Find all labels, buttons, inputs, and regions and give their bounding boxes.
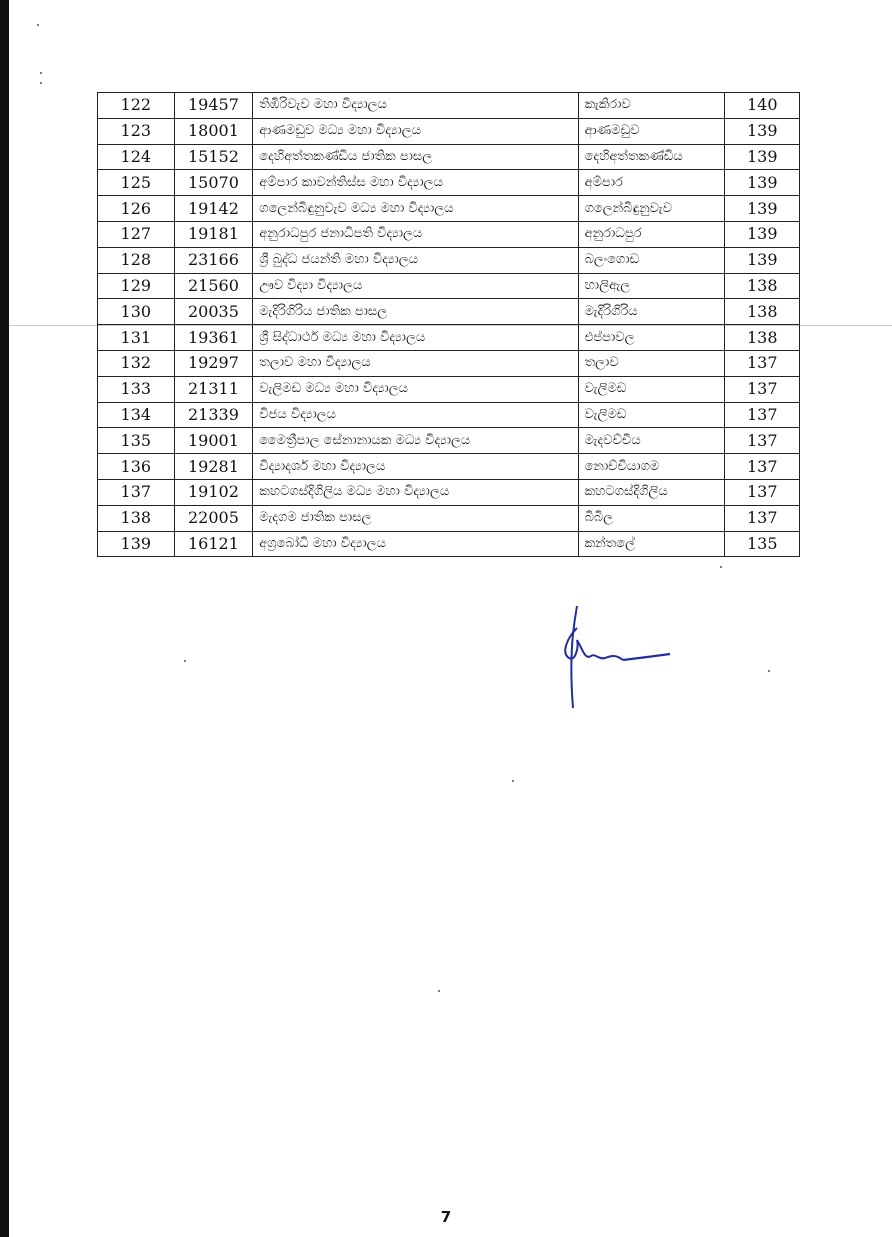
cell-rank: 128 xyxy=(98,247,175,273)
cell-score: 137 xyxy=(725,376,800,402)
cell-rank: 133 xyxy=(98,376,175,402)
cell-school: අනුරාධපුර ජනාධිපති විද්‍යාලය xyxy=(253,221,578,247)
cell-school: විද්‍යාදර්ශ මහා විද්‍යාලය xyxy=(253,454,578,480)
cell-school: ගලෙන්බිඳුනුවැව මධ්‍ය මහා විද්‍යාලය xyxy=(253,196,578,222)
cell-town: හාලිඇල xyxy=(578,273,725,299)
speck xyxy=(720,566,722,568)
table-row xyxy=(98,350,800,376)
cell-town: වැලිමඩ xyxy=(578,402,725,428)
table-row xyxy=(98,247,800,273)
table-row xyxy=(98,221,800,247)
cell-score: 138 xyxy=(725,273,800,299)
cell-school: විජය විද්‍යාලය xyxy=(253,402,578,428)
cell-town: දෙහිඅත්තකණ්ඩිය xyxy=(578,144,725,170)
cell-town: වැලිමඩ xyxy=(578,376,725,402)
cell-school: කහටගස්දිගිලිය මධ්‍ය මහා විද්‍යාලය xyxy=(253,479,578,505)
cell-school: ශ්‍රී බුද්ධ ජයන්ති මහා විද්‍යාලය xyxy=(253,247,578,273)
table-row xyxy=(98,376,800,402)
table-row xyxy=(98,531,800,557)
speck xyxy=(184,660,186,662)
cell-school: මෛත්‍රීපාල සේනානායක මධ්‍ය විද්‍යාලය xyxy=(253,428,578,454)
cell-school: ඌව විද්‍යා විද්‍යාලය xyxy=(253,273,578,299)
cell-score: 135 xyxy=(725,531,800,557)
table-row xyxy=(98,93,800,119)
cell-rank: 124 xyxy=(98,144,175,170)
table-body xyxy=(98,93,800,557)
speck xyxy=(512,780,514,782)
cell-code: 19297 xyxy=(174,350,253,376)
cell-town: කහටගස්දිගිලිය xyxy=(578,479,725,505)
cell-code: 19142 xyxy=(174,196,253,222)
cell-code: 19281 xyxy=(174,454,253,480)
cell-code: 15152 xyxy=(174,144,253,170)
cell-code: 22005 xyxy=(174,505,253,531)
cell-score: 137 xyxy=(725,428,800,454)
cell-rank: 132 xyxy=(98,350,175,376)
cell-town: එප්පාවල xyxy=(578,325,725,351)
cell-town: අම්පාර xyxy=(578,170,725,196)
cell-code: 19361 xyxy=(174,325,253,351)
cell-score: 140 xyxy=(725,93,800,119)
table-row xyxy=(98,325,800,351)
cell-score: 138 xyxy=(725,299,800,325)
table-row xyxy=(98,454,800,480)
cell-rank: 135 xyxy=(98,428,175,454)
cell-rank: 131 xyxy=(98,325,175,351)
speck xyxy=(768,670,770,672)
cell-school: තලාව මහා විද්‍යාලය xyxy=(253,350,578,376)
cell-rank: 130 xyxy=(98,299,175,325)
table-row xyxy=(98,144,800,170)
table-row xyxy=(98,428,800,454)
cell-score: 139 xyxy=(725,221,800,247)
cell-code: 18001 xyxy=(174,118,253,144)
cell-rank: 139 xyxy=(98,531,175,557)
cell-code: 19457 xyxy=(174,93,253,119)
school-ranking-table xyxy=(97,92,800,557)
cell-town: බලංගොඩ xyxy=(578,247,725,273)
cell-code: 19001 xyxy=(174,428,253,454)
cell-rank: 134 xyxy=(98,402,175,428)
cell-town: කන්තලේ xyxy=(578,531,725,557)
cell-school: අග්‍රබෝධි මහා විද්‍යාලය xyxy=(253,531,578,557)
cell-code: 19181 xyxy=(174,221,253,247)
cell-rank: 123 xyxy=(98,118,175,144)
cell-score: 138 xyxy=(725,325,800,351)
cell-score: 137 xyxy=(725,454,800,480)
cell-code: 16121 xyxy=(174,531,253,557)
table-row xyxy=(98,505,800,531)
cell-school: මැදගම ජාතික පාසල xyxy=(253,505,578,531)
cell-code: 20035 xyxy=(174,299,253,325)
cell-rank: 129 xyxy=(98,273,175,299)
cell-town: අනුරාධපුර xyxy=(578,221,725,247)
table-row xyxy=(98,299,800,325)
cell-town: මැදවච්චිය xyxy=(578,428,725,454)
cell-town: කැකිරාව xyxy=(578,93,725,119)
table-row xyxy=(98,118,800,144)
cell-rank: 136 xyxy=(98,454,175,480)
cell-code: 15070 xyxy=(174,170,253,196)
table-row xyxy=(98,196,800,222)
cell-code: 21339 xyxy=(174,402,253,428)
cell-code: 21311 xyxy=(174,376,253,402)
cell-score: 137 xyxy=(725,402,800,428)
cell-school: ශ්‍රී සිද්ධාර්ථ මධ්‍ය මහා විද්‍යාලය xyxy=(253,325,578,351)
cell-score: 137 xyxy=(725,505,800,531)
cell-town: බිබිල xyxy=(578,505,725,531)
signature xyxy=(555,598,680,713)
cell-school: මැදිරිගිරිය ජාතික පාසල xyxy=(253,299,578,325)
cell-score: 137 xyxy=(725,479,800,505)
cell-town: නොච්චියාගම xyxy=(578,454,725,480)
cell-school: අම්පාර කාවන්තිස්ස මහා විද්‍යාලය xyxy=(253,170,578,196)
cell-school: ආණමඩුව මධ්‍ය මහා විද්‍යාලය xyxy=(253,118,578,144)
cell-town: ගලෙන්බිඳුනුවැව xyxy=(578,196,725,222)
cell-rank: 126 xyxy=(98,196,175,222)
cell-score: 139 xyxy=(725,196,800,222)
cell-school: තිඹිරිවැව මහා විද්‍යාලය xyxy=(253,93,578,119)
table-row xyxy=(98,170,800,196)
cell-code: 19102 xyxy=(174,479,253,505)
speck xyxy=(40,72,42,74)
cell-score: 139 xyxy=(725,170,800,196)
scan-left-edge xyxy=(0,0,9,1237)
cell-score: 137 xyxy=(725,350,800,376)
cell-code: 23166 xyxy=(174,247,253,273)
cell-town: තලාව xyxy=(578,350,725,376)
cell-town: මැදිරිගිරිය xyxy=(578,299,725,325)
cell-code: 21560 xyxy=(174,273,253,299)
table-row xyxy=(98,273,800,299)
cell-rank: 138 xyxy=(98,505,175,531)
table-row xyxy=(98,402,800,428)
speck xyxy=(438,990,440,992)
cell-rank: 127 xyxy=(98,221,175,247)
speck xyxy=(40,82,42,84)
cell-school: වැලිමඩ මධ්‍ය මහා විද්‍යාලය xyxy=(253,376,578,402)
page-number: 7 xyxy=(440,1208,452,1226)
cell-score: 139 xyxy=(725,247,800,273)
cell-rank: 122 xyxy=(98,93,175,119)
cell-town: ආණමඩුව xyxy=(578,118,725,144)
cell-rank: 137 xyxy=(98,479,175,505)
speck xyxy=(37,24,39,26)
cell-rank: 125 xyxy=(98,170,175,196)
cell-school: දෙහිඅත්තකණ්ඩිය ජාතික පාසල xyxy=(253,144,578,170)
table-row xyxy=(98,479,800,505)
cell-score: 139 xyxy=(725,144,800,170)
cell-score: 139 xyxy=(725,118,800,144)
